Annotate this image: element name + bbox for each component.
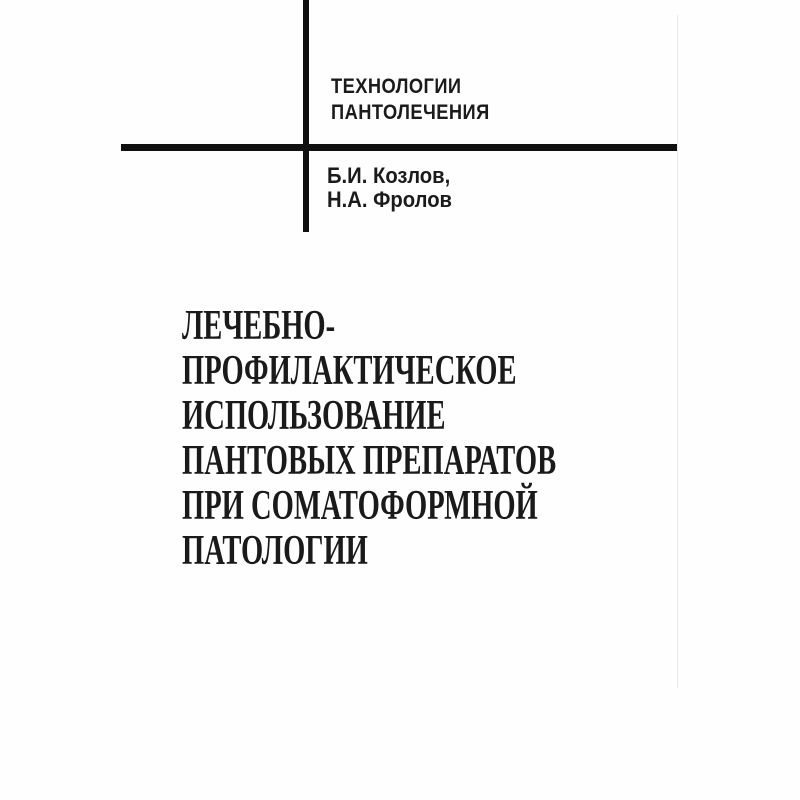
horizontal-rule <box>121 144 678 151</box>
authors <box>327 164 452 212</box>
title-line: ИСПОЛЬЗОВАНИЕ <box>182 393 446 439</box>
series-title-line-1: ТЕХНОЛОГИИ <box>331 75 462 98</box>
cover-right-edge <box>677 15 678 688</box>
title-line: ПАНТОВЫХ ПРЕПАРАТОВ <box>182 438 557 484</box>
title-line: ПРОФИЛАКТИЧЕСКОЕ <box>182 348 517 394</box>
title-line: ПРИ СОМАТОФОРМНОЙ <box>182 483 538 529</box>
book-title <box>182 304 556 574</box>
title-line: ПАТОЛОГИИ <box>182 528 368 574</box>
author-1: Б.И. Козлов, <box>327 163 451 188</box>
series-title-line-2: ПАНТОЛЕЧЕНИЯ <box>331 101 490 124</box>
author-2: Н.А. Фролов <box>327 187 453 212</box>
title-line: ЛЕЧЕБНО- <box>182 303 336 349</box>
series-title <box>331 74 490 126</box>
vertical-rule <box>303 0 309 232</box>
